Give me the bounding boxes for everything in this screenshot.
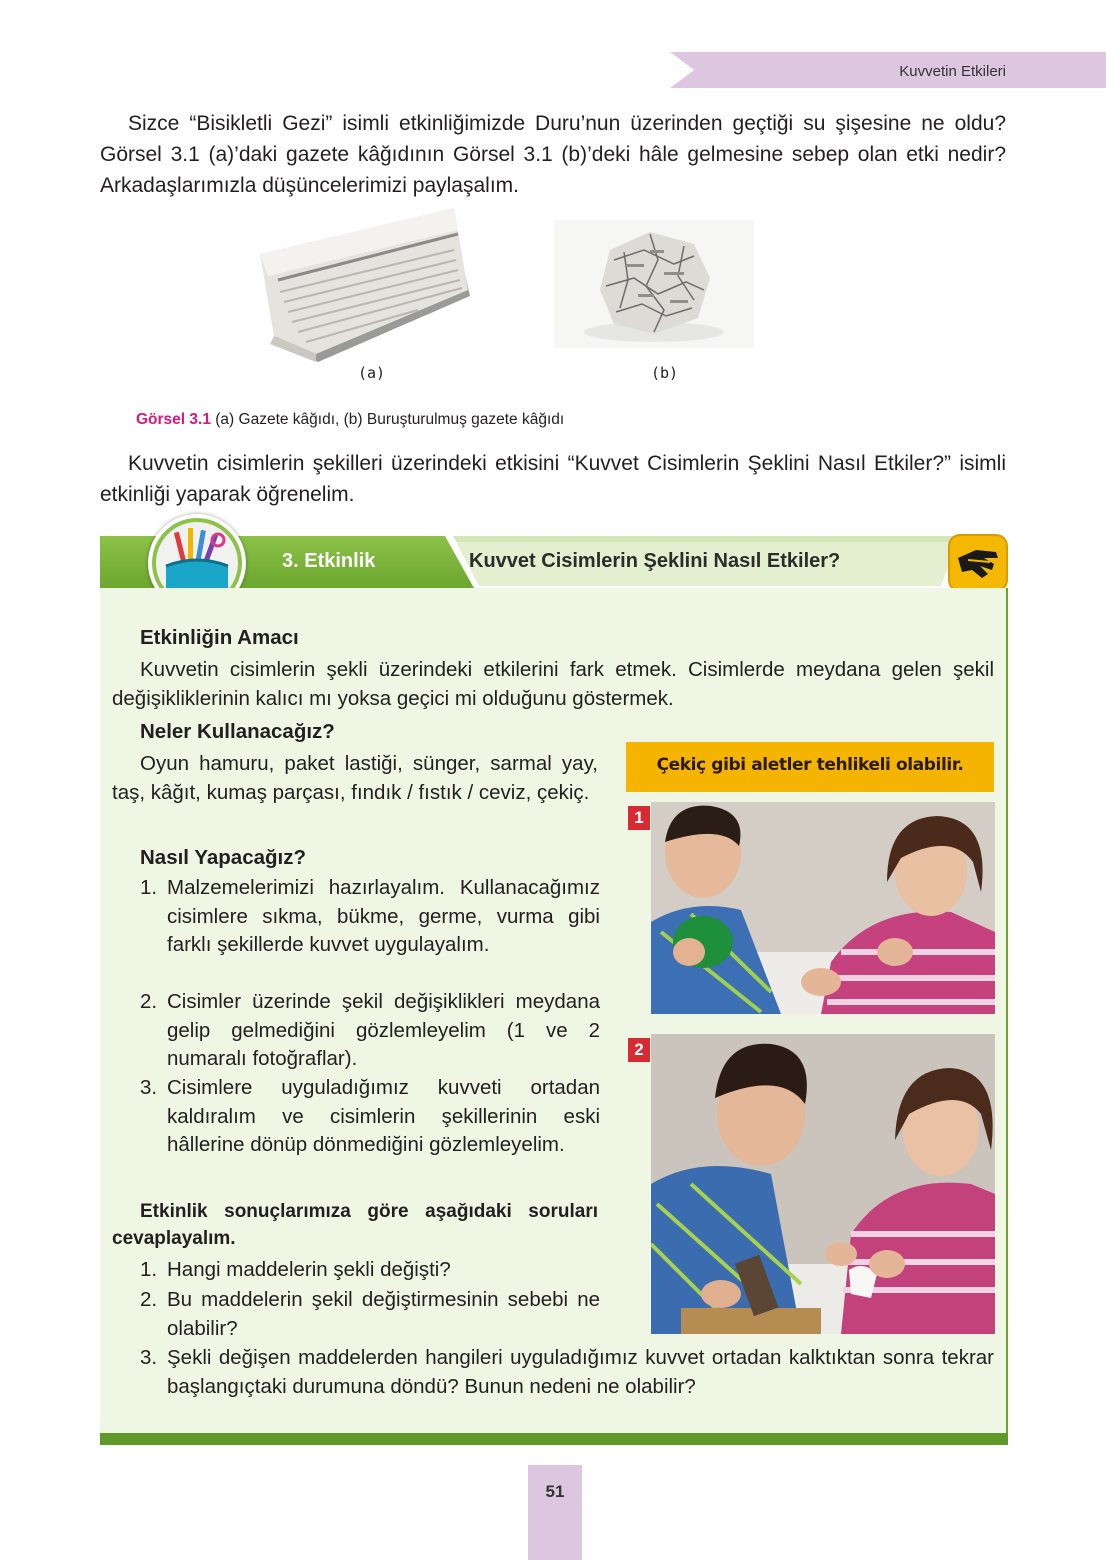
step-text: Malzemelerimizi hazırlayalım. Kullanacağımız cisimlere sıkma, bükme, germe, vurma gibi farklı şekillerde kuvvet uygulayalım. [167,876,600,956]
step-text: Cisimler üzerinde şekil değişiklikleri meydana gelip gelmediğini gözlemleyelim (1 ve 2 numaralı fotoğraflar). [167,990,600,1070]
photo-children-hammer [651,1034,995,1334]
hand-activity-icon [948,534,1008,592]
figure-label-a: (a) [358,364,386,382]
question-text: Şekli değişen maddelerden hangileri uyguladığımız kuvvet ortadan kalktıktan sonra tekrar başlangıçtaki durumuna döndü? Bunun nedeni ne olabilir? [167,1346,994,1398]
question-item-3 [140,1344,994,1401]
step-item-2 [140,988,600,1074]
step-item-1 [140,874,600,960]
page-number: 51 [545,1482,565,1501]
question-number: 2. [140,1288,158,1311]
question-text: Hangi maddelerin şekli değişti? [167,1258,451,1281]
step-number: 2. [140,990,158,1013]
aim-heading: Etkinliğin Amacı [140,626,299,649]
figure-label-b: (b) [651,364,679,382]
caption-number: Görsel 3.1 [136,411,211,428]
crumpled-newspaper-image [554,220,754,348]
question-item-1 [140,1256,600,1285]
activity-header [100,536,1008,592]
section-header-tab [670,52,1106,92]
step-item-3 [140,1074,600,1160]
section-title: Kuvvetin Etkileri [899,63,1006,80]
question-number: 3. [140,1346,158,1369]
newspaper-image [258,204,472,364]
photo-number-badge-2: 2 [628,1038,650,1062]
question-text: Bu maddelerin şekil değiştirmesinin sebebi ne olabilir? [167,1288,600,1340]
caption-text: (a) Gazete kâğıdı, (b) Buruşturulmuş gazete kâğıdı [210,411,565,428]
materials-heading: Neler Kullanacağız? [140,720,335,743]
activity-bottom-bar [100,1433,1008,1445]
question-number: 1. [140,1258,158,1281]
step-text: Cisimlere uyguladığımız kuvveti ortadan kaldıralım ve cisimlerin şekillerinin eski hâllerine dönüp dönmediğini gözlemleyelim. [167,1076,600,1156]
transition-paragraph: Kuvvetin cisimlerin şekilleri üzerindeki etkisini “Kuvvet Cisimlerin Şeklini Nasıl Etkiler?” isimli etkinliği yaparak öğrenelim. [100,452,1006,506]
step-number: 3. [140,1076,158,1099]
method-heading: Nasıl Yapacağız? [140,846,306,869]
photo-number-badge-1: 1 [628,806,650,830]
step-number: 1. [140,876,158,899]
aim-text: Kuvvetin cisimlerin şekli üzerindeki etkilerini fark etmek. Cisimlerde meydana gelen şekil değişikliklerinin kalıcı mı yoksa geçici mi olduğunu göstermek. [112,658,994,710]
activity-number: 3. Etkinlik [282,550,376,572]
photo-children-playdough [651,802,995,1014]
header-tab-shape [670,52,1106,92]
figure-caption [136,411,564,429]
safety-warning-text: Çekiç gibi aletler tehlikeli olabilir. [656,755,964,775]
activity-title: Kuvvet Cisimlerin Şeklini Nasıl Etkiler? [469,550,841,572]
question-item-2 [140,1286,600,1343]
materials-text: Oyun hamuru, paket lastiği, sünger, sarmal yay, taş, kâğıt, kumaş parçası, fındık / fıstık / ceviz, çekiç. [112,752,598,804]
questions-heading: Etkinlik sonuçlarımıza göre aşağıdaki soruları cevaplayalım. [112,1201,598,1249]
page-number-tab [528,1465,582,1560]
intro-paragraph: Sizce “Bisikletli Gezi” isimli etkinliğimizde Duru’nun üzerinden geçtiği su şişesine ne oldu? Görsel 3.1 (a)’daki gazete kâğıdının Görsel 3.1 (b)’deki hâle gelmesine sebep olan etki nedir? Arkadaşlarımızla düşüncelerimizi paylaşalım. [100,112,1006,197]
safety-warning [626,742,994,792]
